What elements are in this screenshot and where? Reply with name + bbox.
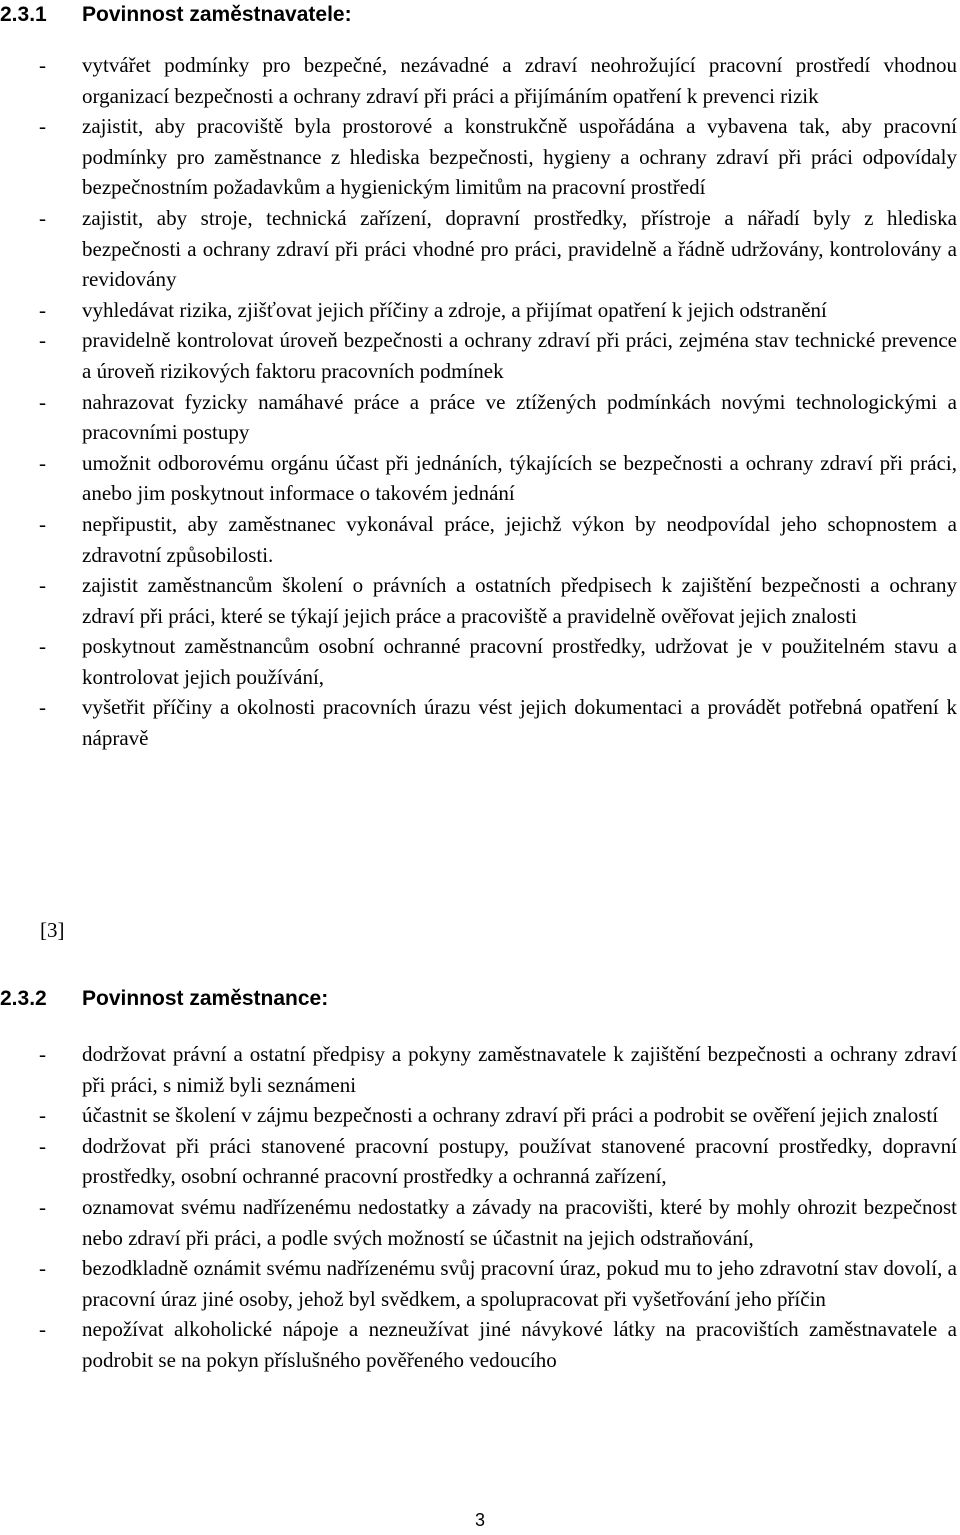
employer-duties-list [0,50,960,754]
list-item [0,1131,960,1192]
list-item [0,1192,960,1253]
list-bullet: - [39,1042,46,1066]
section-number: 2.3.1 [0,3,47,26]
section-title: Povinnost zaměstnavatele: [82,3,352,26]
list-item [0,325,960,386]
list-item [0,570,960,631]
list-bullet: - [39,328,46,353]
list-bullet: - [39,1256,46,1281]
list-bullet: - [39,511,46,536]
list-item-text: oznamovat svému nadřízenému nedostatky a závady na pracovišti, které by mohly ohrozit bezpečnost nebo zdraví při práci, a podle svých možností se účastnit na jejich odstraňování, [82,1194,957,1250]
employee-duties-list [0,1039,960,1376]
section-number: 2.3.2 [0,987,47,1010]
list-item [0,295,960,326]
list-item [0,448,960,509]
list-item-text: nahrazovat fyzicky namáhavé práce a práce ve ztížených podmínkách novými technologickými a pracovními postupy [82,389,957,445]
list-item [0,387,960,448]
list-item-text: vytvářet podmínky pro bezpečné, nezávadné a zdraví neohrožující pracovní prostředí vhodnou organizací bezpečnosti a ochrany zdraví při práci a přijímáním opatření k prevenci rizik [82,53,957,108]
page-number: 3 [474,1510,485,1530]
list-item [0,50,960,111]
list-bullet: - [39,450,46,475]
list-item-text: vyhledávat rizika, zjišťovat jejich příčiny a zdroje, a přijímat opatření k jejich odstranění [82,297,827,322]
list-item [0,631,960,692]
list-item [0,1314,960,1375]
section-title: Povinnost zaměstnance: [82,987,329,1010]
list-item [0,111,960,203]
list-bullet: - [39,1133,46,1158]
list-item-text: zajistit zaměstnancům školení o právních a ostatních předpisech k zajištění bezpečnosti a ochrany zdraví při práci, které se týkají jejich práce a pracoviště a pravidelně ověřovat jejich znalosti [82,573,957,628]
list-item-text: dodržovat právní a ostatní předpisy a pokyny zaměstnavatele k zajištění bezpečnosti a ochrany zdraví při práci, s nimiž byli seznámeni [82,1042,957,1097]
list-bullet: - [39,1317,46,1342]
list-bullet: - [39,53,46,77]
list-bullet: - [39,1103,46,1128]
list-item-text: vyšetřit příčiny a okolnosti pracovních úrazu vést jejich dokumentaci a provádět potřebná opatření k nápravě [82,695,957,751]
list-item [0,1100,960,1131]
list-item-text: zajistit, aby pracoviště byla prostorové a konstrukčně uspořádána a vybavena tak, aby pracovní podmínky pro zaměstnance z hlediska bezpečnosti, hygieny a ochrany zdraví při práci odpovídaly bezpečnostním požadavkům a hygienickým limitům na pracovní prostředí [82,114,957,200]
list-item-text: poskytnout zaměstnancům osobní ochranné pracovní prostředky, udržovat je v použitelném stavu a kontrolovat jejich používání, [82,634,957,689]
list-item [0,509,960,570]
list-item-text: zajistit, aby stroje, technická zařízení, dopravní prostředky, přístroje a nářadí byly z hlediska bezpečnosti a ochrany zdraví při práci vhodné pro práci, pravidelně a řádně udržovány, kontrolovány a revidovány [82,205,957,292]
list-item [0,203,960,295]
section-heading-employer [0,0,352,30]
list-bullet: - [39,297,46,322]
list-bullet: - [39,573,46,598]
list-item-text: umožnit odborovému orgánu účast při jednáních, týkajících se bezpečnosti a ochrany zdraví při práci, anebo jim poskytnout informace o takovém jednání [82,450,957,506]
list-bullet: - [39,389,46,414]
citation-reference: [3] [40,918,65,942]
list-item-text: pravidelně kontrolovat úroveň bezpečnosti a ochrany zdraví při práci, zejména stav technické prevence a úroveň rizikových faktoru pracovních podmínek [82,328,957,383]
list-item-text: nepožívat alkoholické nápoje a nezneužívat jiné návykové látky na pracovištích zaměstnavatele a podrobit se na pokyn příslušného pověřeného vedoucího [82,1317,957,1372]
list-bullet: - [39,695,46,720]
list-item-text: dodržovat při práci stanovené pracovní postupy, používat stanovené pracovní prostředky, dopravní prostředky, osobní ochranné pracovní prostředky a ochranná zařízení, [82,1133,957,1189]
list-item-text: bezodkladně oznámit svému nadřízenému svůj pracovní úraz, pokud mu to jeho zdravotní stav dovolí, a pracovní úraz jiné osoby, jehož byl svědkem, a spolupracovat při vyšetřování jeho příčin [82,1256,957,1311]
list-bullet: - [39,114,46,139]
section-heading-employee [0,984,328,1014]
list-item-text: nepřipustit, aby zaměstnanec vykonával práce, jejichž výkon by neodpovídal jeho schopnostem a zdravotní způsobilosti. [82,511,957,567]
list-bullet: - [39,1194,46,1219]
list-bullet: - [39,205,46,230]
list-bullet: - [39,634,46,659]
list-item [0,692,960,753]
list-item [0,1253,960,1314]
list-item [0,1039,960,1100]
list-item-text: účastnit se školení v zájmu bezpečnosti a ochrany zdraví při práci a podrobit se ověření jejich znalostí [82,1103,939,1128]
